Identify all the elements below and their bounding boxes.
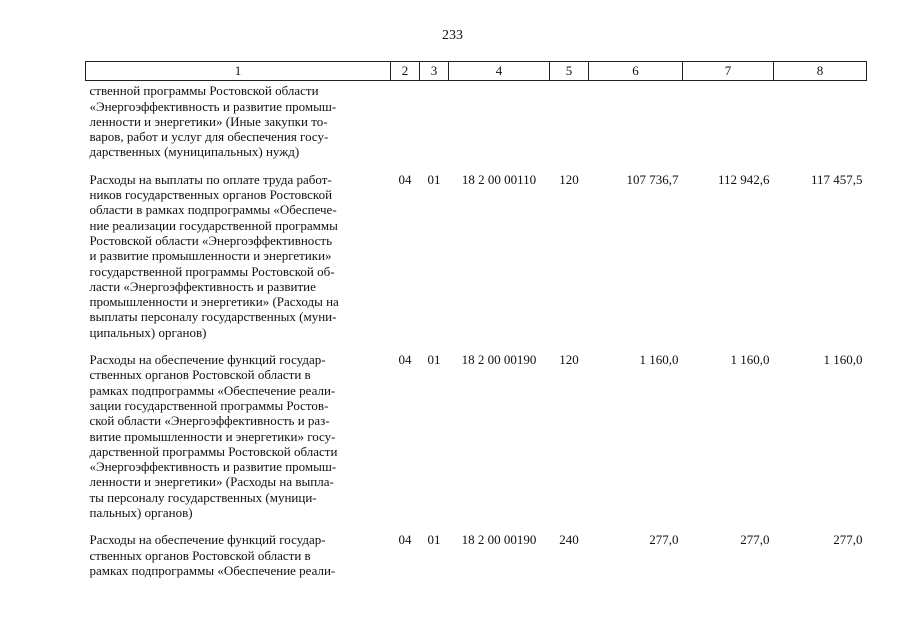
subsection-code: 01 — [427, 352, 441, 368]
table-row — [86, 351, 867, 531]
amount-col-8 — [774, 81, 867, 171]
section-code: 04 — [398, 171, 412, 187]
subsection-code: 01 — [427, 171, 441, 187]
header-col-7: 7 — [683, 62, 774, 81]
description-line: ты персоналу государственных (муници- — [89, 489, 317, 505]
amount-col-8: 117 457,5 — [810, 171, 863, 187]
description-line: ленности и энергетики» (Иные закупки то- — [89, 113, 328, 129]
amount-col-7: 1 160,0 — [730, 352, 770, 368]
description-line: выплаты персоналу государственных (муни- — [89, 309, 337, 325]
description-line: рамках подпрограммы «Обеспечение реали- — [89, 562, 336, 578]
row-description — [86, 531, 391, 589]
subsection-code: 01 — [427, 532, 441, 548]
section-code — [391, 81, 420, 171]
description-line: ние реализации государственной программы — [89, 217, 338, 233]
description-line: Расходы на выплаты по оплате труда работ- — [89, 171, 332, 187]
description-line: Расходы на обеспечение функций государ- — [89, 532, 326, 548]
expense-type-code: 240 — [559, 532, 579, 548]
header-col-3: 3 — [420, 62, 449, 81]
description-line: промышленности и энергетики» (Расходы на — [89, 294, 339, 310]
description-line: Ростовской области «Энергоэффективность — [89, 232, 333, 248]
target-article-code: 18 2 00 00190 — [461, 352, 537, 368]
row-description — [86, 351, 391, 531]
header-row — [86, 62, 867, 81]
table-row — [86, 81, 867, 171]
description-line: рамках подпрограммы «Обеспечение реали- — [89, 382, 336, 398]
description-line: государственной программы Ростовской об- — [89, 263, 335, 279]
description-line: ников государственных органов Ростовской — [89, 187, 333, 203]
header-col-6: 6 — [589, 62, 683, 81]
table-row — [86, 171, 867, 351]
amount-col-7: 112 942,6 — [717, 171, 770, 187]
budget-table — [85, 61, 867, 589]
description-line: дарственных (муниципальных) нужд) — [89, 144, 300, 160]
expense-type-code: 120 — [559, 171, 579, 187]
subsection-code — [420, 81, 449, 171]
target-article-code: 18 2 00 00190 — [461, 532, 537, 548]
amount-col-6: 277,0 — [649, 532, 679, 548]
section-code: 04 — [398, 532, 412, 548]
amount-col-7: 277,0 — [740, 532, 770, 548]
header-col-1: 1 — [86, 62, 391, 81]
description-line: Расходы на обеспечение функций государ- — [89, 352, 326, 368]
row-description — [86, 171, 391, 351]
amount-col-7 — [683, 81, 774, 171]
description-line: ской области «Энергоэффективность и раз- — [89, 413, 330, 429]
target-article-code — [449, 81, 550, 171]
amount-col-6 — [589, 81, 683, 171]
target-article-code: 18 2 00 00110 — [461, 171, 537, 187]
amount-col-6: 107 736,7 — [626, 171, 679, 187]
header-col-8: 8 — [774, 62, 867, 81]
header-col-2: 2 — [391, 62, 420, 81]
page-number: 233 — [442, 28, 463, 43]
description-line: ственных органов Ростовской области в — [89, 547, 311, 563]
amount-col-8: 277,0 — [833, 532, 863, 548]
amount-col-6: 1 160,0 — [639, 352, 679, 368]
section-code: 04 — [398, 352, 412, 368]
description-line: дарственной программы Ростовской области — [89, 443, 338, 459]
amount-col-8: 1 160,0 — [823, 352, 863, 368]
description-line: зации государственной программы Ростов- — [89, 397, 329, 413]
description-line: «Энергоэффективность и развитие промыш- — [89, 459, 337, 475]
expense-type-code — [550, 81, 589, 171]
description-line: и развитие промышленности и энергетики» — [89, 248, 332, 264]
description-line: ципальных) органов) — [89, 324, 207, 340]
description-line: пальных) органов) — [89, 505, 193, 521]
description-line: ленности и энергетики» (Расходы на выпла- — [89, 474, 334, 490]
row-description — [86, 81, 391, 171]
table-row — [86, 531, 867, 589]
description-line: ласти «Энергоэффективность и развитие — [89, 278, 316, 294]
expense-type-code: 120 — [559, 352, 579, 368]
description-line: «Энергоэффективность и развитие промыш- — [89, 98, 337, 114]
description-line: витие промышленности и энергетики» госу- — [89, 428, 336, 444]
description-line: области в рамках подпрограммы «Обеспече- — [89, 202, 337, 218]
header-col-4: 4 — [449, 62, 550, 81]
description-line: варов, работ и услуг для обеспечения госу- — [89, 129, 329, 145]
description-line: ственных органов Ростовской области в — [89, 367, 311, 383]
header-col-5: 5 — [550, 62, 589, 81]
description-line: ственной программы Ростовской области — [89, 83, 319, 99]
